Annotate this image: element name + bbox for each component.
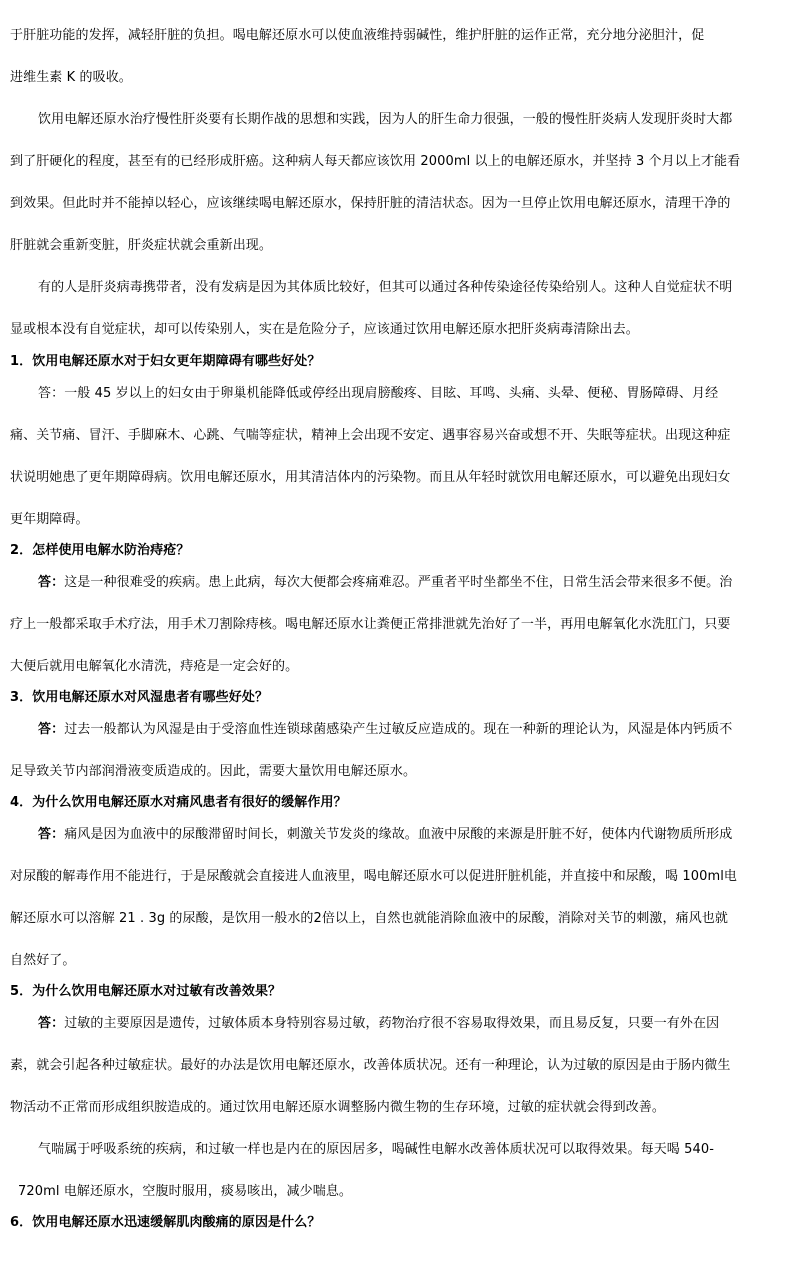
question-heading: 3．饮用电解还原水对风湿患者有哪些好处？ (10, 690, 269, 705)
text-line: 到效果。但此时并不能掉以轻心，应该继续喝电解还原水，保持肝脏的清洁状态。因为一旦停止饮用电解还原水，清理干净的 (10, 196, 731, 211)
answer-line (0, 827, 799, 843)
text-line: 大便后就用电解氧化水清洗，痔疮是一定会好的。 (10, 659, 299, 674)
text-line: 于肝脏功能的发挥，减轻肝脏的负担。喝电解还原水可以使血液维持弱碱性，维护肝脏的运作正常，充分地分泌胆汁，促 (10, 28, 705, 43)
text-line: 物活动不正常而形成组织胺造成的。通过饮用电解还原水调整肠内微生物的生存环境，过敏的症状就会得到改善。 (10, 1100, 666, 1115)
question-heading: 5．为什么饮用电解还原水对过敏有改善效果？ (10, 984, 282, 999)
question-heading: 1．饮用电解还原水对于妇女更年期障碍有哪些好处？ (10, 354, 321, 369)
text-line: 对尿酸的解毒作用不能进行，于是尿酸就会直接进人血液里，喝电解还原水可以促进肝脏机能，并直接中和尿酸，喝 100ml电 (10, 869, 738, 884)
answer-text: 这是一种很难受的疾病。患上此病，每次大便都会疼痛难忍。严重者平时坐都坐不住，日常生活会带来很多不便。治 (64, 575, 733, 590)
text-line: 痛、关节痛、冒汗、手脚麻木、心跳、气喘等症状，精神上会出现不安定、遇事容易兴奋或想不开、失眠等症状。出现这种症 (10, 428, 731, 443)
answer-line (0, 575, 799, 591)
paragraph-line: 气喘属于呼吸系统的疾病，和过敏一样也是内在的原因居多，喝碱性电解水改善体质状况可以取得效果。每天喝 540- (38, 1142, 715, 1157)
question-heading: 4．为什么饮用电解还原水对痛风患者有很好的缓解作用？ (10, 795, 347, 810)
answer-text: 过敏的主要原因是遗传，过敏体质本身特别容易过敏，药物治疗很不容易取得效果，而且易反复，只要一有外在因 (64, 1016, 720, 1031)
text-line: 素，就会引起各种过敏症状。最好的办法是饮用电解还原水，改善体质状况。还有一种理论，认为过敏的原因是由于肠内微生 (10, 1058, 731, 1073)
paragraph-line: 有的人是肝炎病毒携带者，没有发病是因为其体质比较好，但其可以通过各种传染途径传染给别人。这种人自觉症状不明 (38, 280, 733, 295)
answer-label: 答： (38, 1016, 65, 1031)
answer-label: 答： (38, 722, 65, 737)
answer-label: 答： (38, 575, 65, 590)
question-heading: 6．饮用电解还原水迅速缓解肌肉酸痛的原因是什么？ (10, 1215, 321, 1230)
text-line: 状说明她患了更年期障碍病。饮用电解还原水，用其清洁体内的污染物。而且从年轻时就饮用电解还原水，可以避免出现妇女 (10, 470, 731, 485)
text-line: 720ml 电解还原水，空腹时服用，痰易咳出，减少喘息。 (18, 1184, 353, 1199)
paragraph-line: 饮用电解还原水治疗慢性肝炎要有长期作战的思想和实践，因为人的肝生命力很强，一般的慢性肝炎病人发现肝炎时大都 (38, 112, 733, 127)
question-heading: 2．怎样使用电解水防治痔疮？ (10, 543, 190, 558)
text-line: 足导致关节内部润滑液变质造成的。因此，需要大量饮用电解还原水。 (10, 764, 417, 779)
text-line: 进维生素 K 的吸收。 (10, 70, 132, 85)
answer-line (0, 722, 799, 738)
text-line: 肝脏就会重新变脏，肝炎症状就会重新出现。 (10, 238, 273, 253)
text-line: 到了肝硬化的程度，甚至有的已经形成肝癌。这种病人每天都应该饮用 2000ml 以上的电解还原水，并坚持 3 个月以上才能看 (10, 154, 741, 169)
text-line: 自然好了。 (10, 953, 76, 968)
text-line: 更年期障碍。 (10, 512, 89, 527)
text-line: 解还原水可以溶解 21 . 3g 的尿酸，是饮用一般水的2倍以上，自然也就能消除血液中的尿酸，消除对关节的刺激，痛风也就 (10, 911, 728, 926)
text-line: 显或根本没有自觉症状，却可以传染别人，实在是危险分子，应该通过饮用电解还原水把肝炎病毒清除出去。 (10, 322, 639, 337)
answer-label: 答： (38, 827, 65, 842)
answer-text: 痛风是因为血液中的尿酸滞留时间长，刺激关节发炎的缘故。血液中尿酸的来源是肝脏不好，使体内代谢物质所形成 (64, 827, 733, 842)
answer-line: 答：一般 45 岁以上的妇女由于卵巢机能降低或停经出现肩膀酸疼、目眩、耳鸣、头痛、头晕、便秘、胃肠障碍、月经 (38, 386, 719, 401)
answer-line (0, 1016, 799, 1032)
answer-text: 过去一般都认为风湿是由于受溶血性连锁球菌感染产生过敏反应造成的。现在一种新的理论认为，风湿是体内钙质不 (64, 722, 733, 737)
text-line: 疗上一般都采取手术疗法，用手术刀割除痔核。喝电解还原水让粪便正常排泄就先治好了一半，再用电解氧化水洗肛门，只要 (10, 617, 731, 632)
